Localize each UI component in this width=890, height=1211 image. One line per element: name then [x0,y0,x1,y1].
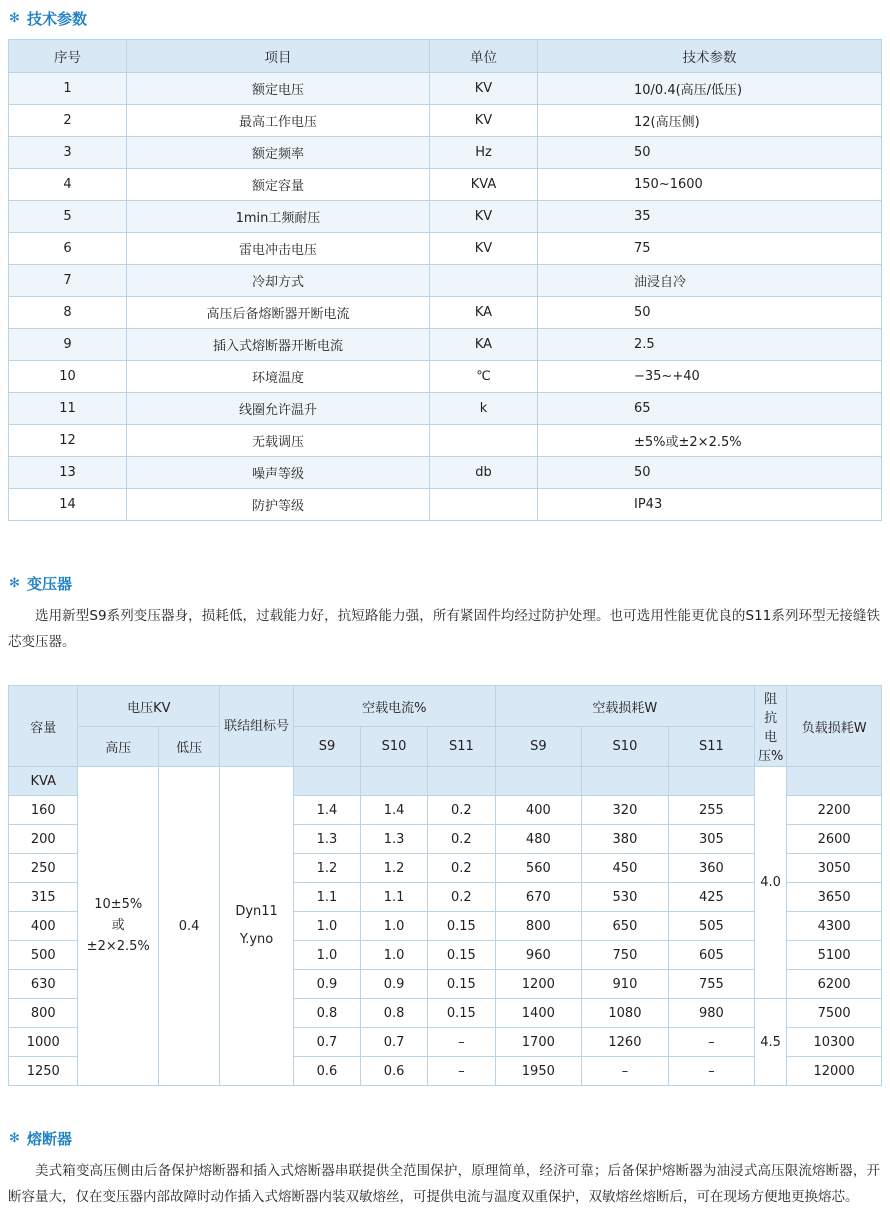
cell-loss-s9: 1700 [495,1028,582,1057]
cell-loss-s10: 450 [582,854,669,883]
cell-item: 线圈允许温升 [127,393,430,425]
cell-no: 4 [9,169,127,201]
cell-value: 75 [538,233,882,265]
cell-cur-s10: 0.8 [360,999,427,1028]
cell-loss-s9: 560 [495,854,582,883]
cell-loss-s10: 320 [582,796,669,825]
section-title-text: 熔断器 [27,1130,73,1149]
cell-group-code [220,767,294,1086]
th-hv: 高压 [78,726,158,767]
th-impedance: 阻抗电压% [754,686,786,767]
cell-item: 额定频率 [127,137,430,169]
cell-cur-s9: 1.1 [293,883,360,912]
table-row [9,393,882,425]
cell-kva: 1250 [9,1057,78,1086]
cell-item: 噪声等级 [127,457,430,489]
cell-cur-s10: 1.0 [360,912,427,941]
flower-bullet-icon: ✻ [9,11,20,26]
cell-no: 5 [9,201,127,233]
cell-cur-s10: 1.1 [360,883,427,912]
cell-unit: KV [430,233,538,265]
cell-kva: 400 [9,912,78,941]
cell-value: 50 [538,297,882,329]
cell-no: 9 [9,329,127,361]
cell-blank [360,767,427,796]
transformer-spec-table [8,685,882,1086]
cell-cur-s10: 1.3 [360,825,427,854]
cell-loss-s11: 755 [668,970,754,999]
cell-loss-s9: 1950 [495,1057,582,1086]
cell-cur-s11: 0.15 [428,912,495,941]
cell-item: 额定容量 [127,169,430,201]
cell-blank [495,767,582,796]
cell-loss-s11: – [668,1028,754,1057]
section-fuse [0,1086,890,1210]
cell-loss-s9: 800 [495,912,582,941]
section-tech-params [0,0,890,521]
table-row [9,767,882,796]
cell-no: 6 [9,233,127,265]
cell-unit [430,265,538,297]
cell-loss-s9: 400 [495,796,582,825]
table-row [9,489,882,521]
hv-line-3: ±2×2.5% [86,938,150,954]
cell-blank [428,767,495,796]
th-unit: 单位 [430,40,538,73]
cell-loss-s9: 960 [495,941,582,970]
cell-cur-s10: 1.2 [360,854,427,883]
cell-blank [787,767,882,796]
fuse-paragraph: 美式箱变高压侧由后备保护熔断器和插入式熔断器串联提供全范围保护，原理简单，经济可靠；后备保护熔断器为油浸式高压限流熔断器，开断容量大，仅在变压器内部故障时动作插入式熔断器内装双敏熔丝，可提供电流与温度双重保护，双敏熔丝熔断后，可在现场方便地更换熔芯。 [8,1163,880,1205]
group-line-1: Dyn11 [235,903,278,919]
cell-cur-s11: 0.15 [428,941,495,970]
th-capacity-group: 容量 [9,686,78,767]
cell-lv-value: 0.4 [158,767,219,1086]
trans-table-head [9,686,882,767]
cell-load-loss: 3650 [787,883,882,912]
table-row [9,265,882,297]
th-cur-s11: S11 [428,726,495,767]
cell-loss-s10: 1260 [582,1028,669,1057]
cell-unit: KV [430,201,538,233]
th-value: 技术参数 [538,40,882,73]
transformer-paragraph: 选用新型S9系列变压器身，损耗低，过载能力好，抗短路能力强，所有紧固件均经过防护处理。也可选用性能更优良的S11系列环型无接缝铁芯变压器。 [8,608,880,650]
cell-no: 13 [9,457,127,489]
cell-blank [293,767,360,796]
cell-value: 10/0.4(高压/低压) [538,73,882,105]
th-item: 项目 [127,40,430,73]
th-no: 序号 [9,40,127,73]
cell-loss-s11: 360 [668,854,754,883]
cell-unit: Hz [430,137,538,169]
cell-impedance-1: 4.0 [754,767,786,999]
cell-no: 3 [9,137,127,169]
cell-cur-s9: 1.0 [293,912,360,941]
cell-no: 7 [9,265,127,297]
cell-kva: 1000 [9,1028,78,1057]
cell-item: 最高工作电压 [127,105,430,137]
cell-cur-s10: 0.9 [360,970,427,999]
cell-load-loss: 4300 [787,912,882,941]
cell-capacity-unit: KVA [9,767,78,796]
cell-load-loss: 3050 [787,854,882,883]
section-heading-fuse [8,1128,890,1149]
cell-cur-s9: 1.3 [293,825,360,854]
table-row [9,425,882,457]
cell-unit [430,489,538,521]
table-row [9,297,882,329]
table-row [9,137,882,169]
section-title-text: 技术参数 [27,10,88,28]
th-load-loss: 负载损耗W [787,686,882,767]
cell-loss-s9: 1400 [495,999,582,1028]
th-no-load-loss-group: 空载损耗W [495,686,754,727]
cell-loss-s11: 980 [668,999,754,1028]
cell-item: 无载调压 [127,425,430,457]
th-cur-s9: S9 [293,726,360,767]
cell-no: 8 [9,297,127,329]
cell-kva: 630 [9,970,78,999]
trans-header-row-1 [9,686,882,727]
cell-value: 2.5 [538,329,882,361]
cell-loss-s11: – [668,1057,754,1086]
cell-item: 冷却方式 [127,265,430,297]
th-voltage-group: 电压KV [78,686,220,727]
cell-loss-s9: 670 [495,883,582,912]
cell-unit: KVA [430,169,538,201]
table-row [9,169,882,201]
cell-item: 防护等级 [127,489,430,521]
cell-hv-value [78,767,158,1086]
cell-item: 1min工频耐压 [127,201,430,233]
cell-value: 35 [538,201,882,233]
cell-unit: KV [430,73,538,105]
cell-cur-s9: 0.8 [293,999,360,1028]
section-title-text: 变压器 [27,575,73,593]
cell-cur-s11: 0.2 [428,854,495,883]
cell-loss-s11: 605 [668,941,754,970]
group-line-2: Y.yno [239,932,274,948]
cell-load-loss: 5100 [787,941,882,970]
cell-cur-s10: 0.7 [360,1028,427,1057]
table-row [9,233,882,265]
cell-unit: KV [430,105,538,137]
cell-cur-s10: 1.0 [360,941,427,970]
section-transformer [0,521,890,1086]
th-loss-s11: S11 [668,726,754,767]
cell-loss-s11: 305 [668,825,754,854]
cell-unit: ℃ [430,361,538,393]
flower-bullet-icon: ✻ [9,1131,20,1147]
cell-loss-s10: 650 [582,912,669,941]
table-row [9,457,882,489]
cell-cur-s10: 0.6 [360,1057,427,1086]
cell-value: 油浸自冷 [538,265,882,297]
tech-table-body [9,73,882,521]
cell-cur-s11: 0.15 [428,970,495,999]
cell-value: 12(高压侧) [538,105,882,137]
cell-cur-s9: 0.6 [293,1057,360,1086]
cell-no: 14 [9,489,127,521]
th-group-code: 联结组标号 [220,686,294,767]
cell-unit [430,425,538,457]
table-row [9,201,882,233]
cell-kva: 200 [9,825,78,854]
cell-unit: KA [430,297,538,329]
cell-blank [582,767,669,796]
tech-params-table [8,39,882,521]
cell-load-loss: 2200 [787,796,882,825]
cell-item: 雷电冲击电压 [127,233,430,265]
cell-impedance-2: 4.5 [754,999,786,1086]
cell-loss-s10: 380 [582,825,669,854]
cell-load-loss: 10300 [787,1028,882,1057]
cell-loss-s10: – [582,1057,669,1086]
hv-line-2: 或 [111,917,125,933]
cell-cur-s11: – [428,1028,495,1057]
cell-kva: 500 [9,941,78,970]
trans-header-row-2 [9,726,882,767]
cell-loss-s10: 910 [582,970,669,999]
cell-cur-s11: 0.2 [428,825,495,854]
table-row [9,73,882,105]
cell-value: 50 [538,457,882,489]
cell-cur-s9: 0.9 [293,970,360,999]
cell-loss-s11: 255 [668,796,754,825]
cell-loss-s9: 1200 [495,970,582,999]
cell-cur-s11: – [428,1057,495,1086]
cell-loss-s10: 750 [582,941,669,970]
table-row [9,105,882,137]
cell-unit: k [430,393,538,425]
cell-value: 150~1600 [538,169,882,201]
cell-value: 65 [538,393,882,425]
cell-item: 环境温度 [127,361,430,393]
cell-loss-s10: 530 [582,883,669,912]
th-cur-s10: S10 [360,726,427,767]
cell-cur-s9: 1.0 [293,941,360,970]
cell-cur-s11: 0.2 [428,796,495,825]
cell-no: 2 [9,105,127,137]
cell-load-loss: 12000 [787,1057,882,1086]
cell-load-loss: 7500 [787,999,882,1028]
th-loss-s10: S10 [582,726,669,767]
section-heading-transformer [8,573,890,594]
tech-header-row [9,40,882,73]
table-row [9,361,882,393]
cell-value: IP43 [538,489,882,521]
cell-blank [668,767,754,796]
cell-load-loss: 6200 [787,970,882,999]
cell-loss-s11: 425 [668,883,754,912]
cell-cur-s11: 0.2 [428,883,495,912]
cell-unit: KA [430,329,538,361]
cell-cur-s9: 1.2 [293,854,360,883]
hv-line-1: 10±5% [94,897,143,913]
cell-no: 11 [9,393,127,425]
cell-item: 额定电压 [127,73,430,105]
cell-loss-s11: 505 [668,912,754,941]
cell-kva: 160 [9,796,78,825]
cell-cur-s9: 1.4 [293,796,360,825]
tech-table-head [9,40,882,73]
cell-loss-s9: 480 [495,825,582,854]
th-no-load-current-group: 空载电流% [293,686,495,727]
table-row [9,329,882,361]
cell-kva: 315 [9,883,78,912]
cell-item: 插入式熔断器开断电流 [127,329,430,361]
cell-item: 高压后备熔断器开断电流 [127,297,430,329]
cell-loss-s10: 1080 [582,999,669,1028]
cell-kva: 800 [9,999,78,1028]
cell-cur-s10: 1.4 [360,796,427,825]
section-heading-tech [8,8,890,29]
cell-unit: db [430,457,538,489]
trans-table-body [9,767,882,1086]
cell-cur-s11: 0.15 [428,999,495,1028]
cell-value: −35~+40 [538,361,882,393]
cell-value: ±5%或±2×2.5% [538,425,882,457]
th-lv: 低压 [158,726,219,767]
cell-no: 10 [9,361,127,393]
cell-no: 12 [9,425,127,457]
cell-kva: 250 [9,854,78,883]
cell-no: 1 [9,73,127,105]
flower-bullet-icon: ✻ [9,576,20,591]
cell-load-loss: 2600 [787,825,882,854]
th-loss-s9: S9 [495,726,582,767]
cell-cur-s9: 0.7 [293,1028,360,1057]
cell-value: 50 [538,137,882,169]
